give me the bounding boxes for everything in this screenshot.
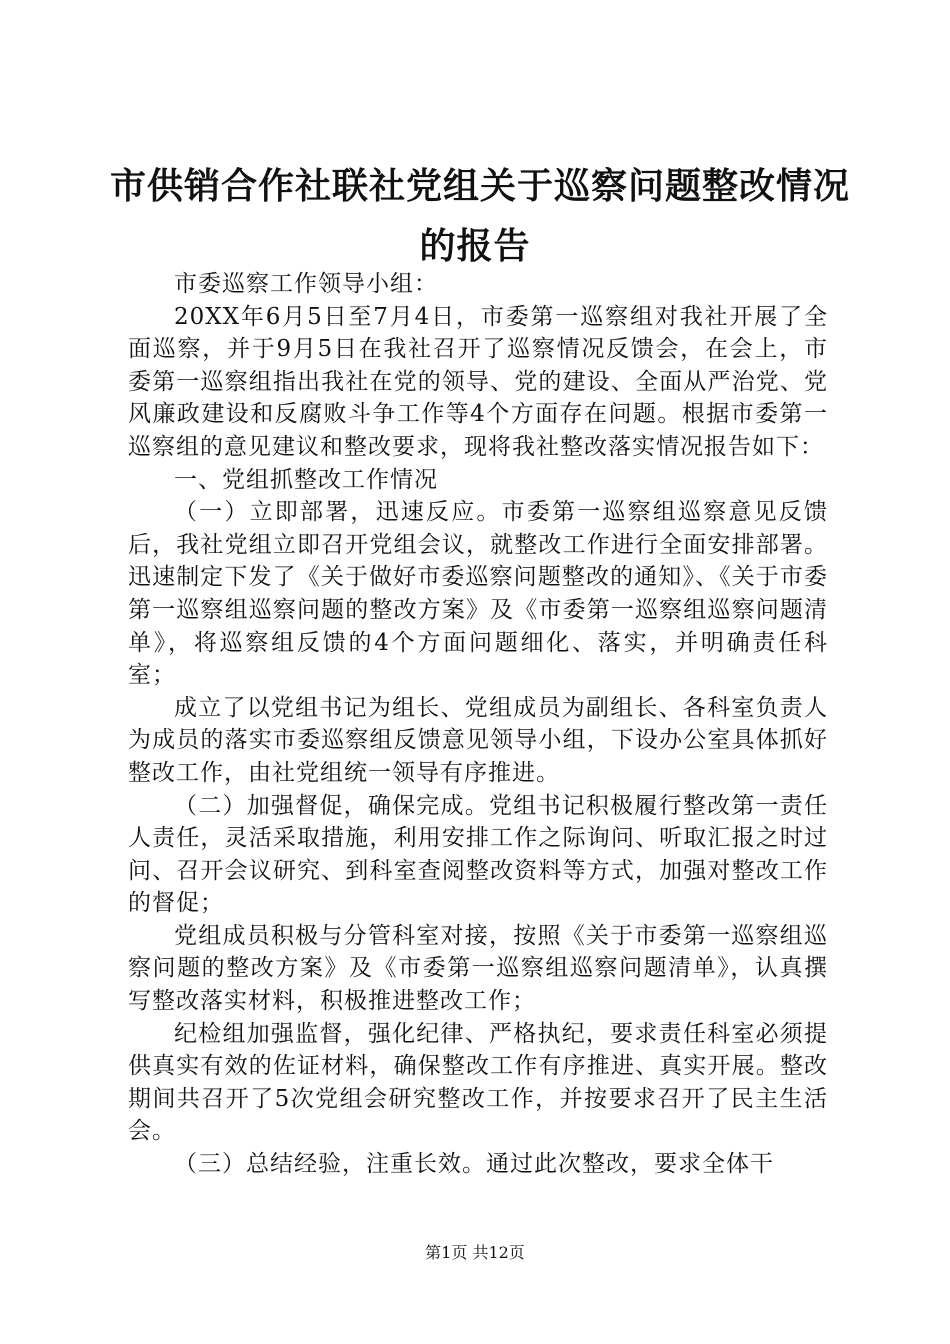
section-heading-1: 一、党组抓整改工作情况 — [174, 466, 438, 493]
title-line-1: 市供销合作社联社党组关于巡察问题整改情况 — [110, 165, 851, 207]
document-body — [128, 268, 828, 1181]
body-paragraph: （三）总结经验，注重长效。通过此次整改，要求全体干 — [174, 1151, 774, 1178]
body-paragraph: 成立了以党组书记为组长、党组成员为副组长、各科室负责人为成员的落实市委巡察组反馈意见领导小组，下设办公室具体抓好整改工作，由社党组统一领导有序推进。 — [128, 694, 828, 786]
body-paragraph: （一）立即部署，迅速反应。市委第一巡察组巡察意见反馈后，我社党组立即召开党组会议，就整改工作进行全面安排部署。迅速制定下发了《关于做好市委巡察问题整改的通知》、《关于市委第一巡察组巡察问题的整改方案》及《市委第一巡察组巡察问题清单》，将巡察组反馈的4个方面问题细化、落实，并明确责任科室； — [128, 499, 828, 689]
body-paragraph: 党组成员积极与分管科室对接，按照《关于市委第一巡察组巡察问题的整改方案》及《市委第一巡察组巡察问题清单》，认真撰写整改落实材料，积极推进整改工作； — [128, 922, 828, 1015]
body-paragraph: （二）加强督促，确保完成。党组书记积极履行整改第一责任人责任，灵活采取措施，利用安排工作之际询问、听取汇报之时过问、召开会议研究、到科室查阅整改资料等方式，加强对整改工作的督促； — [128, 792, 828, 917]
document-title — [110, 156, 851, 276]
salutation: 市委巡察工作领导小组： — [174, 271, 438, 297]
page-footer — [0, 1242, 950, 1264]
title-line-2: 的报告 — [419, 225, 531, 267]
body-paragraph-intro: 20XX年6月5日至7月4日，市委第一巡察组对我社开展了全面巡察，并于9月5日在我社召开了巡察情况反馈会，在会上，市委第一巡察组指出我社在党的领导、党的建设、全面从严治党、党风廉政建设和反腐败斗争工作等4个方面存在问题。根据市委第一巡察组的意见建议和整改要求，现将我社整改落实情况报告如下： — [128, 303, 828, 460]
page-number: 第1页 共12页 — [425, 1243, 525, 1262]
body-paragraph: 纪检组加强监督，强化纪律、严格执纪，要求责任科室必须提供真实有效的佐证材料，确保整改工作有序推进、真实开展。整改期间共召开了5次党组会研究整改工作，并按要求召开了民主生活会。 — [128, 1020, 828, 1145]
